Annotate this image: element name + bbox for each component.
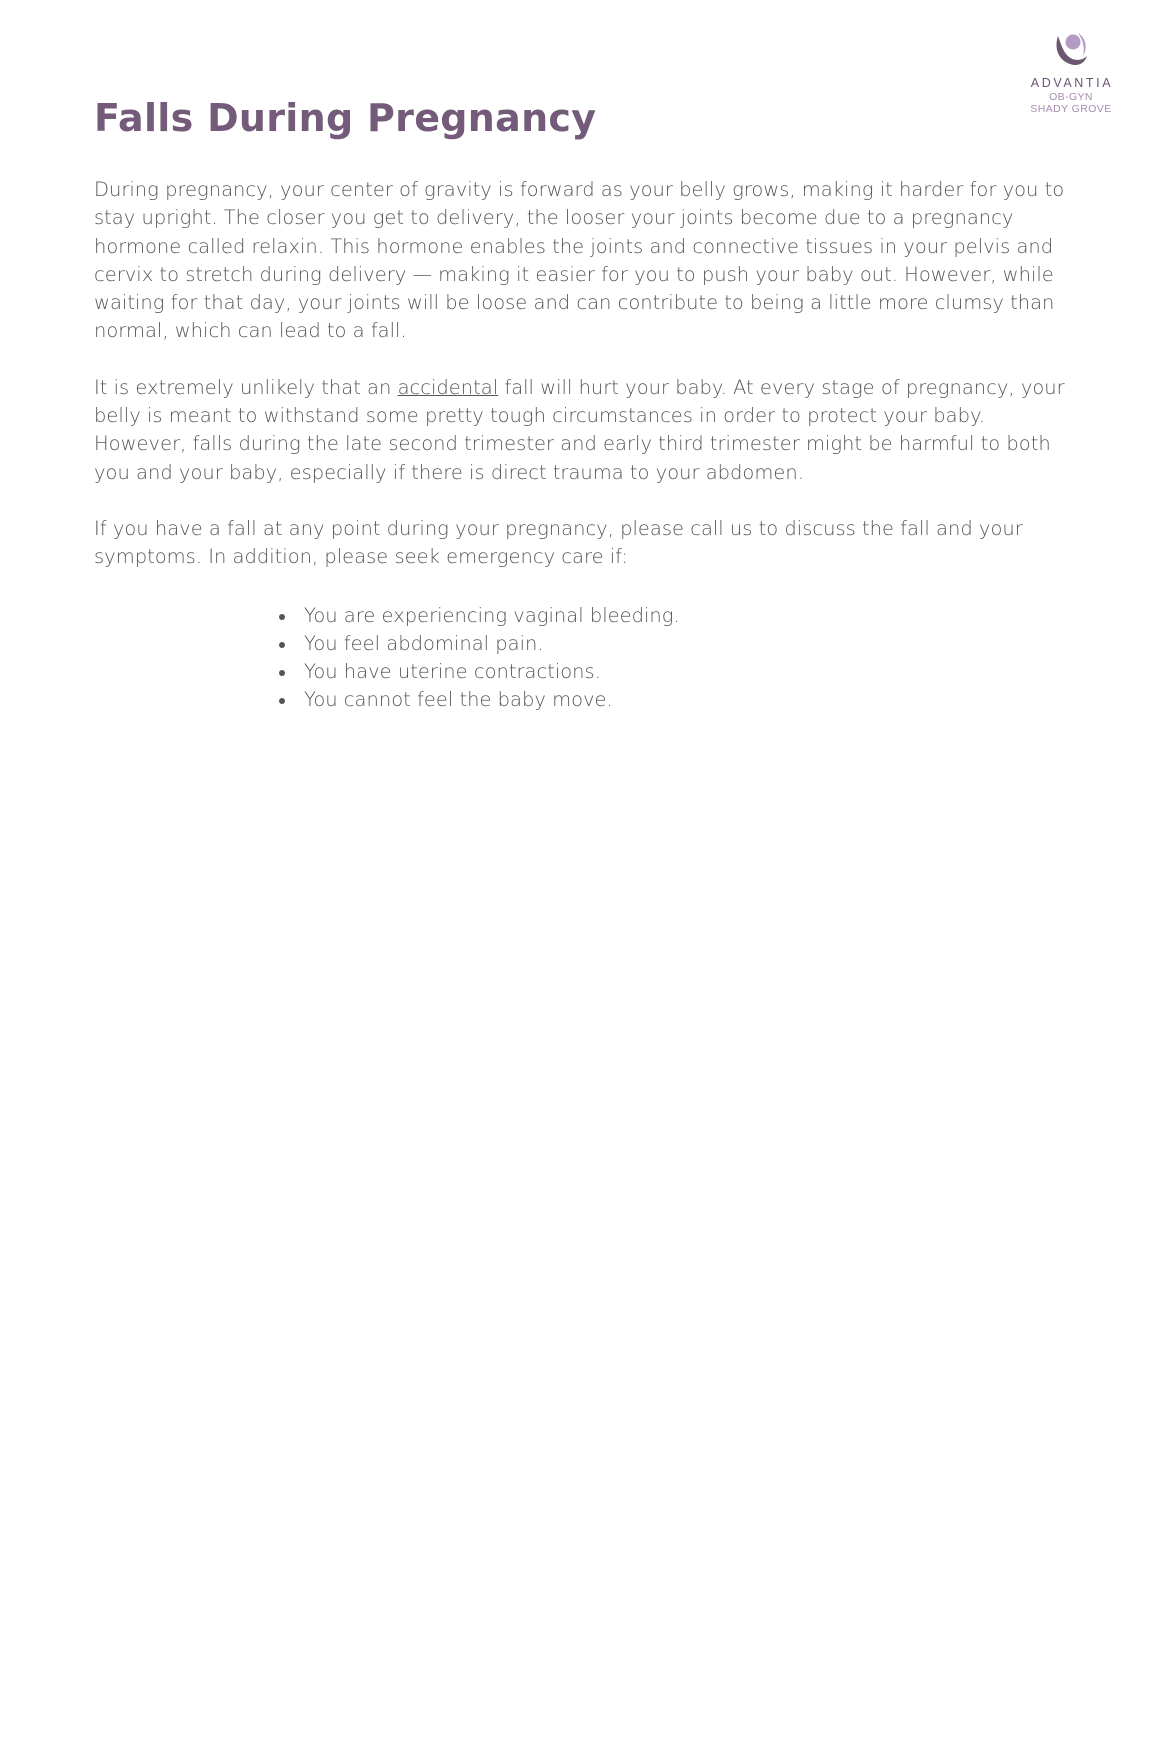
paragraph-text-before: It is extremely unlikely that an <box>94 375 398 399</box>
document-body <box>94 176 1074 715</box>
logo-mark-icon <box>1052 30 1090 72</box>
list-item: You have uterine contractions. <box>279 658 1074 686</box>
paragraph-gravity: During pregnancy, your center of gravity is forward as your belly grows, making it harder for you to stay upright. The closer you get to delivery, the looser your joints become due to a pregnancy hormone called relaxin. This hormone enables the joints and connective tissues in your pelvis and cervix to stretch during delivery — making it easier for you to push your baby out. However, while waiting for that day, your joints will be loose and can contribute to being a little more clumsy than normal, which can lead to a fall. <box>94 178 1065 343</box>
logo-name: ADVANTIA <box>1030 76 1114 90</box>
page-title: Falls During Pregnancy <box>94 96 597 140</box>
paragraph-accidental-fall <box>94 374 1074 487</box>
paragraph-call-us: If you have a fall at any point during your pregnancy, please call us to discuss the fall and your symptoms. In addition, please seek emergency care if: <box>94 516 1023 569</box>
logo-subtitle-ob-gyn: OB-GYN <box>1049 91 1093 103</box>
list-item: You cannot feel the baby move. <box>279 686 1074 714</box>
list-item: You feel abdominal pain. <box>279 630 1074 658</box>
advantia-logo <box>1016 30 1126 115</box>
emergency-symptoms-list <box>94 602 1074 715</box>
paragraph-text-after: fall will hurt your baby. At every stage of pregnancy, your belly is meant to withstand some pretty tough circumstances in order to protect your baby. However, falls during the late second trimester and early third trimester might be harmful to both you and your baby, especially if there is direct trauma to your abdomen. <box>94 375 1065 484</box>
underlined-word-accidental: accidental <box>397 375 499 399</box>
logo-subtitle-location: SHADY GROVE <box>1030 103 1112 115</box>
list-item: You are experiencing vaginal bleeding. <box>279 602 1074 630</box>
